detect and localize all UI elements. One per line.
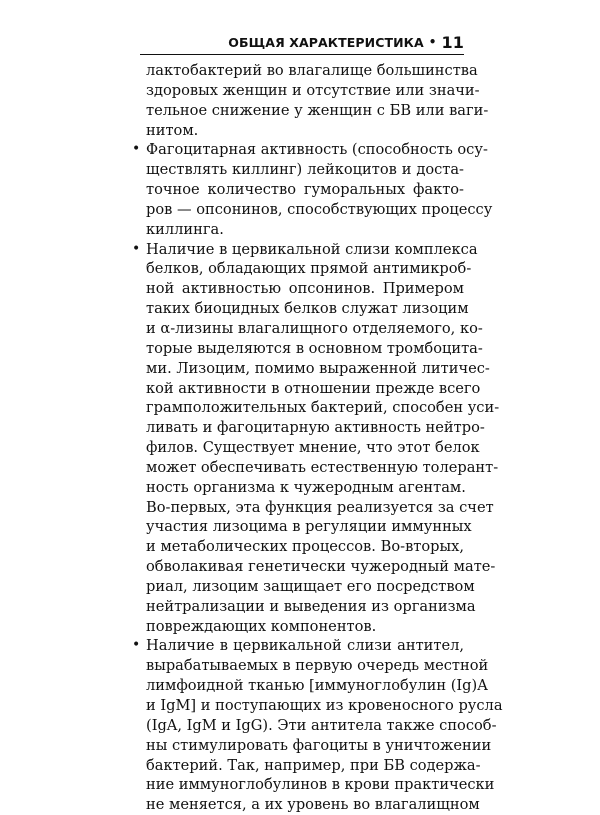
text-line: лимфоидной тканью [иммуноглобулин (Ig)A	[146, 677, 488, 695]
text-line: ние иммуноглобулинов в крови практически	[146, 776, 495, 794]
text-line: ны стимулировать фагоциты в уничтожении	[146, 736, 492, 754]
text-line: участия лизоцима в регуляции иммунных	[146, 518, 472, 536]
text-line: киллинга.	[146, 220, 224, 238]
section-title: ОБЩАЯ ХАРАКТЕРИСТИКА	[228, 34, 424, 50]
text-line: ров — опсонинов, способствующих процессу	[146, 200, 493, 218]
text-line: нитом.	[146, 121, 199, 139]
text-line: повреждающих компонентов.	[146, 617, 377, 635]
text-line: ность организма к чужеродным агентам.	[146, 478, 466, 496]
text-line: Во-первых, эта функция реализуется за счет	[146, 498, 494, 516]
text-line: может обеспечивать естественную толерант-	[146, 458, 499, 476]
header-separator: •	[428, 35, 437, 49]
text-line: кой активности в отношении прежде всего	[146, 379, 481, 397]
text-line: Фагоцитарная активность (способность осу-	[146, 141, 488, 159]
header-rule	[140, 54, 464, 55]
bullet-list-item	[132, 140, 493, 239]
text-line: точное количество гуморальных факто-	[146, 181, 464, 199]
text-line: грамположительных бактерий, способен уси-	[146, 399, 500, 417]
text-line: ной активностью опсонинов. Примером	[146, 280, 464, 298]
text-line: (IgA, IgM и IgG). Эти антитела также способ-	[146, 716, 497, 734]
bullet-list-item	[132, 240, 500, 637]
text-line: белков, обладающих прямой антимикроб-	[146, 260, 472, 278]
paragraph	[132, 61, 489, 140]
text-line: и IgM] и поступающих из кровеносного русла	[146, 697, 503, 714]
text-line: вырабатываемых в первую очередь местной	[146, 657, 489, 675]
text-line: Наличие в цервикальной слизи комплекса	[146, 240, 478, 258]
text-line: тельное снижение у женщин с БВ или ваги-	[146, 101, 489, 119]
body-text	[132, 61, 503, 815]
text-line: и метаболических процессов. Во-вторых,	[146, 538, 464, 556]
text-line: Наличие в цервикальной слизи антител,	[146, 637, 464, 655]
page-number: 11	[441, 32, 464, 52]
text-line: ществлять киллинг) лейкоцитов и доста-	[146, 161, 464, 179]
bullet-icon: •	[132, 637, 141, 654]
text-line: таких биоцидных белков служат лизоцим	[146, 300, 469, 318]
text-line: ми. Лизоцим, помимо выраженной литичес-	[146, 359, 490, 377]
text-line: и α-лизины влагалищного отделяемого, ко-	[146, 319, 483, 337]
text-line: здоровых женщин и отсутствие или значи-	[146, 81, 480, 99]
bullet-list-item	[132, 636, 503, 815]
text-line: торые выделяются в основном тромбоцита-	[146, 339, 483, 357]
text-line: филов. Существует мнение, что этот белок	[146, 439, 480, 457]
text-line: нейтрализации и выведения из организма	[146, 597, 476, 615]
text-line: лактобактерий во влагалище большинства	[146, 62, 478, 79]
text-line: бактерий. Так, например, при БВ содержа-	[146, 756, 481, 774]
text-line: обволакивая генетически чужеродный мате-	[146, 558, 496, 576]
bullet-icon: •	[132, 141, 141, 158]
running-header	[140, 32, 464, 52]
bullet-icon: •	[132, 240, 141, 257]
text-line: ливать и фагоцитарную активность нейтро-	[146, 419, 485, 437]
text-line: риал, лизоцим защищает его посредством	[146, 577, 475, 595]
text-line: не меняется, а их уровень во влагалищном	[146, 796, 480, 814]
